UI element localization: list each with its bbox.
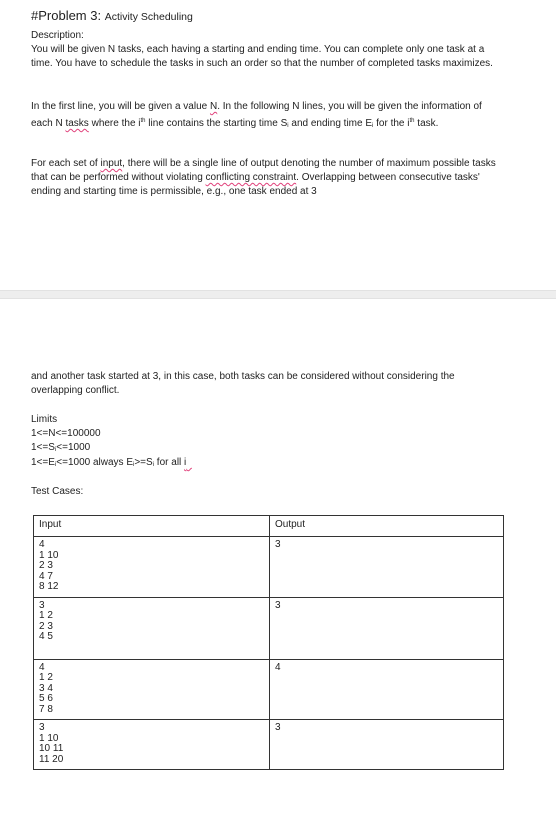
input-line: 4 — [39, 539, 45, 550]
limits-heading: Limits — [31, 414, 58, 425]
table-row — [34, 537, 504, 598]
spelling-flag-tasks: tasks — [65, 118, 89, 130]
text: >=S — [134, 457, 153, 468]
subscript: i — [372, 123, 374, 130]
text: . Overlapping between consecutive tasks' ending and starting time is permissible, e.g., one task ended at 3 — [31, 172, 480, 198]
subscript: i — [132, 462, 135, 468]
description-paragraph-2 — [31, 100, 501, 133]
input-line: 11 20 — [39, 753, 64, 765]
text: For each set of — [31, 158, 101, 169]
page-break — [0, 290, 556, 299]
input-line: 2 3 — [39, 620, 53, 632]
description-paragraph-3 — [31, 157, 501, 200]
description-paragraph-4: and another task started at 3, in this case, both tasks can be considered without considering the overlapping conflict. — [31, 371, 455, 397]
input-line: 4 5 — [39, 631, 53, 642]
text: and ending time E — [288, 118, 373, 130]
input-line: 1 2 — [39, 610, 53, 621]
subscript: i — [152, 462, 155, 468]
input-cell — [34, 597, 270, 659]
superscript: th — [140, 118, 146, 125]
test-cases-heading: Test Cases: — [31, 486, 84, 497]
subscript: i — [54, 462, 57, 468]
document-page-1 — [0, 0, 556, 290]
input-line: 2 3 — [39, 560, 53, 571]
text: 1<=S — [31, 442, 55, 453]
input-line: 4 7 — [39, 570, 53, 582]
input-line: 5 6 — [39, 693, 53, 704]
input-cell — [34, 659, 270, 720]
text: for the i — [373, 118, 410, 130]
text: line contains the starting time S — [145, 118, 288, 130]
input-line: 8 12 — [39, 581, 59, 592]
text: for all — [154, 457, 185, 468]
spelling-flag-conflicting-constraint: conflicting constraint — [205, 172, 297, 184]
column-header-output: Output — [270, 516, 504, 537]
output-cell: 4 — [270, 659, 504, 720]
text: 1<=E — [31, 457, 55, 468]
input-line: 10 11 — [39, 743, 64, 754]
text: <=1000 — [56, 442, 91, 453]
output-cell: 3 — [270, 720, 504, 770]
problem-title — [31, 8, 193, 23]
input-cell — [34, 720, 270, 770]
spelling-flag-input: input — [100, 158, 123, 169]
output-cell: 3 — [270, 597, 504, 659]
column-header-input: Input — [34, 516, 270, 537]
input-line: 3 4 — [39, 682, 53, 694]
input-line: 3 — [39, 599, 45, 611]
subscript: i — [287, 123, 289, 130]
text: where the i — [88, 118, 141, 130]
text: i — [184, 457, 187, 468]
document-page-2 — [0, 299, 556, 823]
text: task. — [414, 118, 439, 130]
text: <=1000 always E — [56, 457, 133, 468]
problem-number: #Problem 3: — [31, 8, 102, 23]
description-paragraph-1: You will be given N tasks, each having a starting and ending time. You can complete only one task at a time. You have to schedule the tasks in such an order so that the number of completed tasks maximizes. — [31, 44, 493, 70]
cell-spacer — [39, 643, 264, 655]
output-cell: 3 — [270, 537, 504, 598]
table-row — [34, 720, 504, 770]
input-line: 4 — [39, 661, 45, 673]
problem-name: Activity Scheduling — [104, 11, 193, 23]
spelling-flag-n: N — [209, 101, 218, 112]
limit-n: 1<=N<=100000 — [31, 428, 101, 439]
input-line: 3 — [39, 722, 45, 733]
description-heading: Description: — [31, 30, 84, 41]
limit-s — [31, 441, 501, 457]
spelling-flag-i — [184, 457, 192, 468]
superscript: th — [409, 118, 415, 125]
text: . In the following N lines, you will be given the information of each N — [31, 101, 482, 130]
subscript: i — [54, 447, 57, 453]
table-header-row — [34, 516, 504, 537]
input-line: 1 10 — [39, 732, 59, 744]
table-row — [34, 659, 504, 720]
input-line: 1 10 — [39, 549, 59, 561]
table-row — [34, 597, 504, 659]
limit-e — [31, 456, 501, 472]
test-cases-table — [33, 515, 504, 770]
text: , there will be a single line of output denoting the number of maximum possible tasks that can be performed without violating — [31, 158, 496, 184]
input-line: 1 2 — [39, 672, 53, 683]
input-cell — [34, 537, 270, 598]
input-line: 7 8 — [39, 703, 53, 715]
text: In the first line, you will be given a value — [31, 101, 210, 112]
